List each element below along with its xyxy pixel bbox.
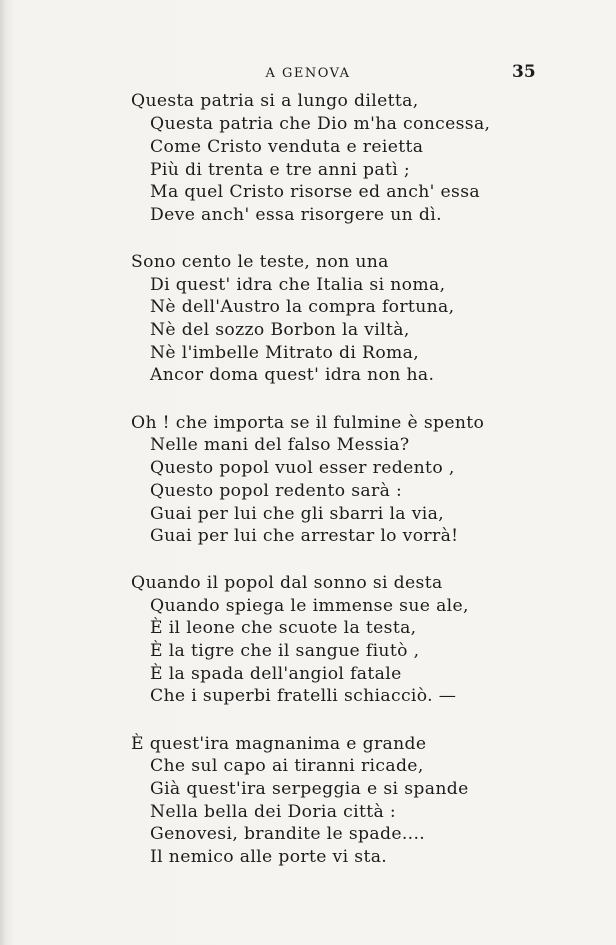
verse-line: Che i superbi fratelli schiacciò. — xyxy=(150,686,457,706)
running-header-title: A GENOVA xyxy=(265,66,351,81)
verse-line: Nella bella dei Doria città : xyxy=(150,802,397,822)
verse-line: Di quest' idra che Italia si noma, xyxy=(150,275,446,295)
verse-line: È la spada dell'angiol fatale xyxy=(150,664,402,684)
verse-line: Questo popol redento sarà : xyxy=(150,481,403,501)
verse-line: Questa patria si a lungo diletta, xyxy=(131,91,419,111)
verse-line: Ancor doma quest' idra non ha. xyxy=(150,365,435,385)
verse-line: Deve anch' essa risorgere un dì. xyxy=(150,205,442,225)
verse-line: Nè dell'Austro la compra fortuna, xyxy=(150,297,455,317)
verse-line: È quest'ira magnanima e grande xyxy=(131,734,427,754)
verse-line: Sono cento le teste, non una xyxy=(131,252,389,272)
verse-line: Il nemico alle porte vi sta. xyxy=(150,847,388,867)
verse-line: Come Cristo venduta e reietta xyxy=(150,137,424,157)
verse-line: Nè del sozzo Borbon la viltà, xyxy=(150,320,410,340)
verse-line: Questo popol vuol esser redento , xyxy=(150,458,455,478)
page-number: 35 xyxy=(512,62,536,82)
verse-line: È il leone che scuote la testa, xyxy=(150,618,417,638)
verse-line: Genovesi, brandite le spade.... xyxy=(150,824,426,844)
verse-line: È la tigre che il sangue fiutò , xyxy=(150,641,420,661)
verse-line: Già quest'ira serpeggia e si spande xyxy=(150,779,469,799)
verse-line: Che sul capo ai tiranni ricade, xyxy=(150,756,424,776)
verse-line: Nelle mani del falso Messia? xyxy=(150,435,410,455)
verse-line: Questa patria che Dio m'ha concessa, xyxy=(150,114,491,134)
verse-line: Quando spiega le immense sue ale, xyxy=(150,596,469,616)
verse-line: Guai per lui che arrestar lo vorrà! xyxy=(150,526,459,546)
verse-line: Ma quel Cristo risorse ed anch' essa xyxy=(150,182,480,202)
verse-line: Quando il popol dal sonno si desta xyxy=(131,573,443,593)
verse-line: Guai per lui che gli sbarri la via, xyxy=(150,504,445,524)
verse-line: Più di trenta e tre anni patì ; xyxy=(150,160,411,180)
verse-line: Oh ! che importa se il fulmine è spento xyxy=(131,413,485,433)
verse-line: Nè l'imbelle Mitrato di Roma, xyxy=(150,343,420,363)
